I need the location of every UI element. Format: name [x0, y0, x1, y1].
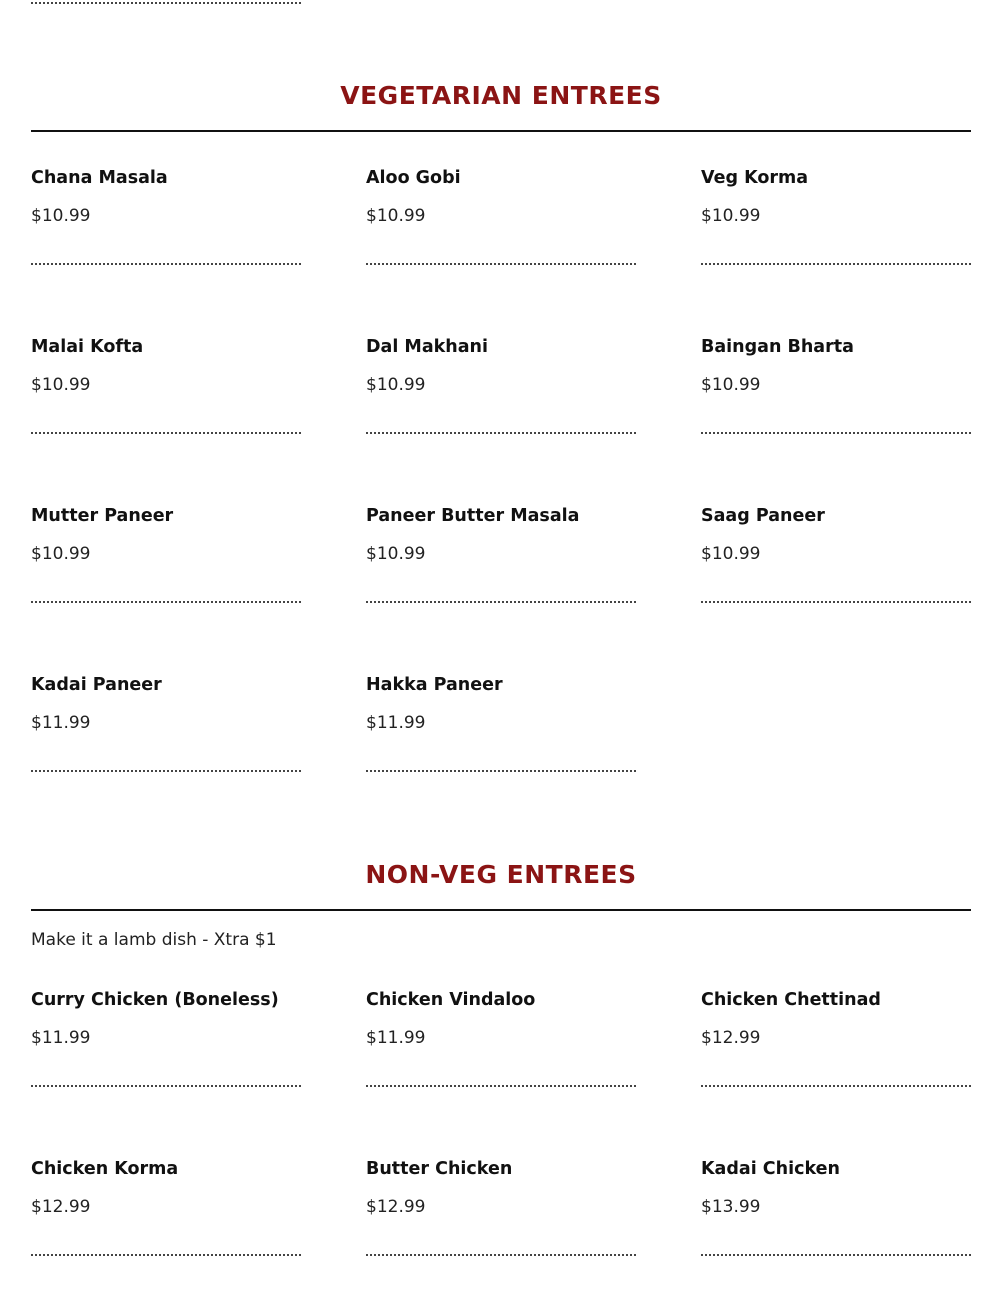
item-price: $10.99 [31, 375, 91, 395]
item-price: $10.99 [366, 544, 426, 564]
dotted-separator [366, 762, 636, 772]
menu-item[interactable] [31, 167, 301, 226]
item-name: Chicken Korma [31, 1159, 179, 1179]
dotted-separator [31, 762, 301, 772]
section-divider [31, 130, 971, 132]
item-price: $11.99 [31, 1028, 91, 1048]
dotted-separator [31, 0, 301, 4]
menu-item[interactable] [366, 1158, 636, 1217]
item-price: $12.99 [31, 1197, 91, 1217]
item-name: Mutter Paneer [31, 506, 174, 526]
section-title-nonveg: NON-VEG ENTREES [365, 860, 637, 889]
item-price: $10.99 [31, 544, 91, 564]
menu-item[interactable] [701, 1158, 971, 1217]
menu-item[interactable] [31, 336, 301, 395]
menu-item[interactable] [31, 674, 301, 733]
item-name: Kadai Chicken [701, 1159, 840, 1179]
dotted-separator [31, 424, 301, 434]
item-name: Baingan Bharta [701, 337, 854, 357]
menu-item[interactable] [366, 505, 636, 564]
item-price: $10.99 [701, 544, 761, 564]
dotted-separator [701, 593, 971, 603]
item-price: $13.99 [701, 1197, 761, 1217]
vegetarian-section [31, 80, 971, 112]
dotted-separator [366, 593, 636, 603]
item-name: Veg Korma [701, 168, 809, 188]
dotted-separator [701, 1246, 971, 1256]
menu-item[interactable] [701, 505, 971, 564]
item-name: Chana Masala [31, 168, 168, 188]
section-title-vegetarian: VEGETARIAN ENTREES [340, 81, 662, 110]
menu-item[interactable] [701, 336, 971, 395]
item-price: $10.99 [366, 206, 426, 226]
item-name: Chicken Chettinad [701, 990, 881, 1010]
item-name: Curry Chicken (Boneless) [31, 990, 279, 1010]
item-name: Malai Kofta [31, 337, 144, 357]
section-divider [31, 909, 971, 911]
item-price: $11.99 [366, 713, 426, 733]
dotted-separator [366, 424, 636, 434]
menu-item[interactable] [31, 1158, 301, 1217]
dotted-separator [701, 255, 971, 265]
item-price: $10.99 [701, 375, 761, 395]
item-name: Saag Paneer [701, 506, 825, 526]
menu-item[interactable] [701, 989, 971, 1048]
item-price: $10.99 [701, 206, 761, 226]
item-price: $10.99 [31, 206, 91, 226]
item-price: $11.99 [366, 1028, 426, 1048]
item-price: $10.99 [366, 375, 426, 395]
item-name: Hakka Paneer [366, 675, 503, 695]
dotted-separator [701, 424, 971, 434]
menu-item[interactable] [366, 674, 636, 733]
nonveg-section [31, 859, 971, 891]
item-name: Butter Chicken [366, 1159, 513, 1179]
dotted-separator [366, 255, 636, 265]
menu-item[interactable] [31, 505, 301, 564]
item-name: Aloo Gobi [366, 168, 461, 188]
menu-item[interactable] [366, 336, 636, 395]
item-name: Chicken Vindaloo [366, 990, 536, 1010]
item-name: Paneer Butter Masala [366, 506, 580, 526]
section-note: Make it a lamb dish - Xtra $1 [31, 930, 277, 950]
item-name: Kadai Paneer [31, 675, 162, 695]
item-name: Dal Makhani [366, 337, 489, 357]
menu-item[interactable] [701, 167, 971, 226]
menu-item[interactable] [31, 989, 301, 1048]
item-price: $12.99 [366, 1197, 426, 1217]
item-price: $11.99 [31, 713, 91, 733]
menu-item[interactable] [366, 989, 636, 1048]
menu-item[interactable] [366, 167, 636, 226]
dotted-separator [366, 1077, 636, 1087]
item-price: $12.99 [701, 1028, 761, 1048]
dotted-separator [366, 1246, 636, 1256]
dotted-separator [31, 255, 301, 265]
dotted-separator [701, 1077, 971, 1087]
dotted-separator [31, 593, 301, 603]
dotted-separator [31, 1077, 301, 1087]
dotted-separator [31, 1246, 301, 1256]
